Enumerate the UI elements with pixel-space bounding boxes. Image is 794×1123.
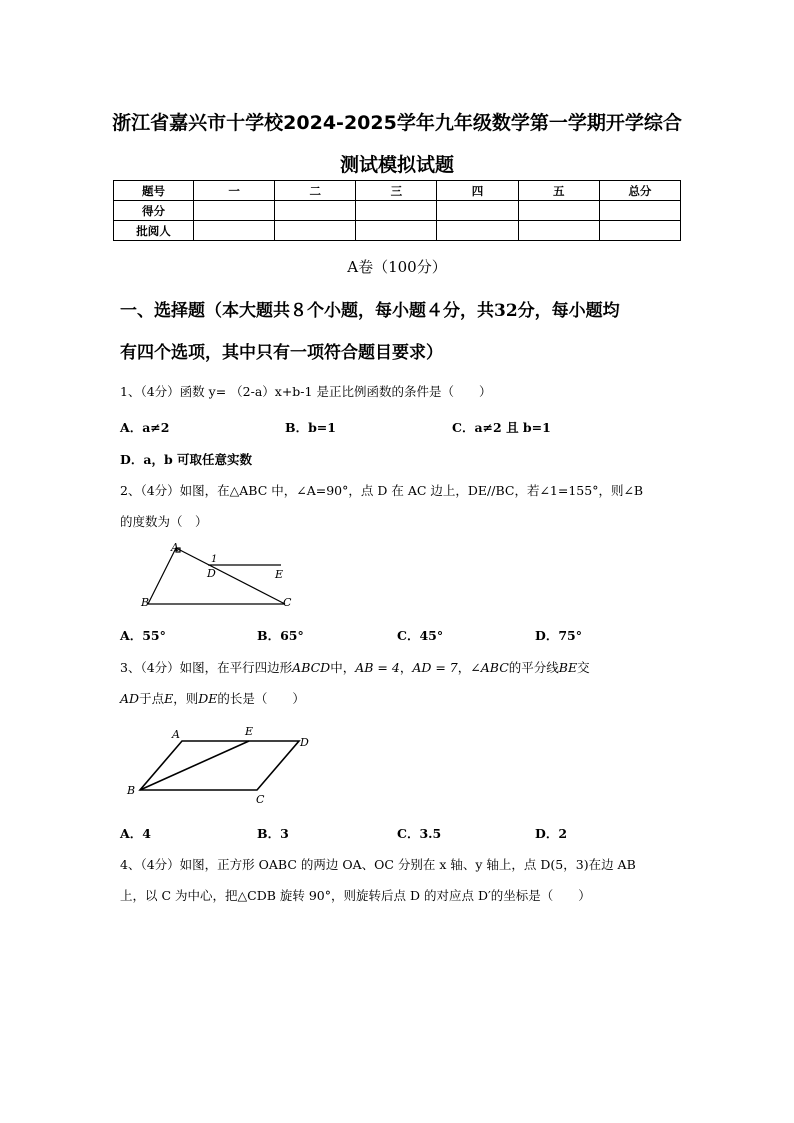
question-1-option-a: A．a≠2 — [120, 420, 170, 435]
score-table-row — [114, 201, 681, 221]
score-cell — [275, 221, 356, 241]
q3-math-ad2: AD — [120, 691, 140, 706]
q3-math-ab: AB = 4 — [355, 660, 400, 675]
question-1-stem: 1、（4分）函数 y= （2-a）x+b-1 是正比例函数的条件是（ ） — [120, 384, 492, 399]
question-3-option-d: D．2 — [535, 826, 568, 841]
score-cell — [275, 201, 356, 221]
question-1-option-b: B．b=1 — [285, 420, 336, 435]
q3-math-be: BE — [558, 660, 578, 675]
score-cell — [437, 221, 518, 241]
question-2-option-b: B．65° — [257, 628, 304, 643]
score-cell — [599, 221, 680, 241]
question-1-option-c: C．a≠2 且 b=1 — [452, 420, 551, 435]
q3-text: ， — [457, 660, 471, 675]
part1-heading-line2: 有四个选项，其中只有一项符合题目要求） — [120, 343, 443, 363]
figure-label-a: A — [172, 728, 180, 741]
question-2-figure — [138, 538, 298, 608]
question-3-option-c: C．3.5 — [397, 826, 442, 841]
question-2-stem-line2: 的度数为（ ） — [120, 514, 208, 529]
figure-label-b: B — [127, 784, 136, 797]
score-header-cell: 五 — [518, 181, 599, 201]
question-3-stem-line2 — [120, 689, 305, 707]
exam-title-line1: 浙江省嘉兴市十学校2024-2025学年九年级数学第一学期开学综合 — [112, 112, 682, 134]
score-cell — [356, 201, 437, 221]
q3-text: ，则 — [173, 691, 199, 706]
score-header-cell: 题号 — [114, 181, 194, 201]
exam-title-line2: 测试模拟试题 — [339, 154, 454, 176]
q3-math-ad: AD = 7 — [412, 660, 458, 675]
score-table — [113, 180, 681, 241]
question-3-figure — [122, 720, 322, 810]
q3-math-e: E — [164, 691, 174, 706]
score-header-cell: 总分 — [599, 181, 680, 201]
figure-label-c: C — [283, 596, 292, 608]
part1-heading-line1: 一、选择题（本大题共８个小题，每小题４分，共32分，每小题均 — [120, 301, 620, 321]
q3-math-abcd: ABCD — [292, 660, 331, 675]
score-row-label: 批阅人 — [114, 221, 194, 241]
score-table-header-row — [114, 181, 681, 201]
figure-label-b: B — [141, 596, 150, 608]
q3-text: 3、（4分）如图，在平行四边形 — [120, 660, 293, 675]
score-header-cell: 三 — [356, 181, 437, 201]
q3-text: ， — [399, 660, 413, 675]
score-table-row — [114, 221, 681, 241]
figure-label-e: E — [275, 568, 284, 581]
parallelogram-lines — [140, 741, 299, 790]
score-header-cell: 四 — [437, 181, 518, 201]
score-cell — [356, 221, 437, 241]
q3-text: 的平分线 — [508, 660, 559, 675]
q3-text: 的长是（ ） — [217, 691, 305, 706]
score-cell — [194, 221, 275, 241]
score-cell — [518, 201, 599, 221]
figure-label-e: E — [245, 725, 254, 738]
question-3-option-b: B．3 — [257, 826, 289, 841]
figure-label-a: A — [171, 541, 179, 554]
score-cell — [599, 201, 680, 221]
question-2-option-d: D．75° — [535, 628, 582, 643]
question-4-stem-line2: 上，以 C 为中心，把△CDB 旋转 90°，则旋转后点 D 的对应点 D′的坐标是（ ） — [120, 888, 591, 903]
figure-label-d: D — [207, 567, 216, 580]
score-header-cell: 二 — [275, 181, 356, 201]
score-cell — [194, 201, 275, 221]
score-header-cell: 一 — [194, 181, 275, 201]
question-2-stem-line1: 2、（4分）如图，在△ABC 中，∠A=90°，点 D 在 AC 边上，DE//BC，若∠1=155°，则∠B — [120, 483, 644, 498]
figure-label-d: D — [300, 736, 309, 749]
question-3-stem-line1 — [120, 658, 590, 676]
question-2-option-c: C．45° — [397, 628, 444, 643]
question-4-stem-line1: 4、（4分）如图，正方形 OABC 的两边 OA、OC 分别在 x 轴、y 轴上，点 D(5，3)在边 AB — [120, 857, 636, 872]
question-2-option-a: A．55° — [120, 628, 166, 643]
q3-math-de: DE — [198, 691, 218, 706]
section-a-heading: A卷（100分） — [347, 258, 447, 276]
score-cell — [518, 221, 599, 241]
question-1-option-d: D．a，b 可取任意实数 — [120, 452, 253, 467]
figure-label-c: C — [256, 793, 265, 806]
q3-math-angle-abc: ∠ABC — [470, 660, 509, 675]
q3-text: 中， — [330, 660, 356, 675]
q3-text: 于点 — [139, 691, 165, 706]
question-3-option-a: A．4 — [120, 826, 151, 841]
score-cell — [437, 201, 518, 221]
score-row-label: 得分 — [114, 201, 194, 221]
q3-text: 交 — [577, 660, 590, 675]
figure-label-angle-1: 1 — [211, 554, 218, 565]
